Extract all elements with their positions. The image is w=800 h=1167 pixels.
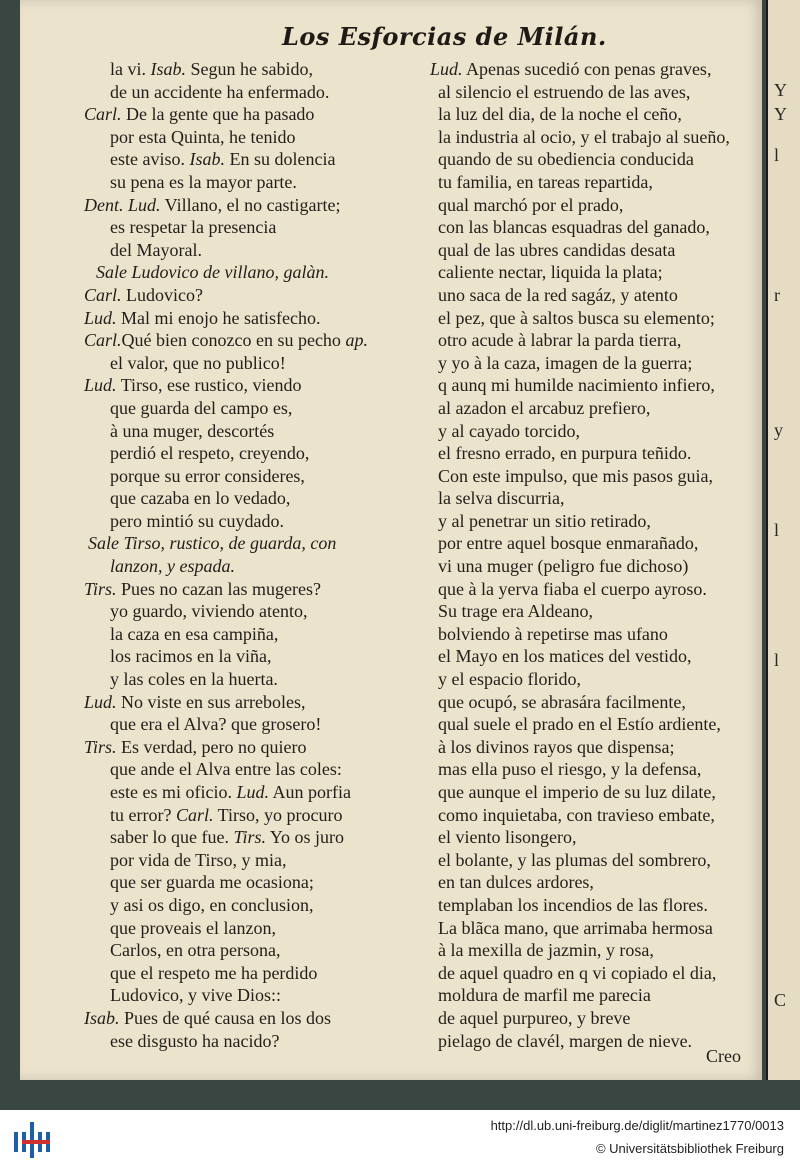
verse-text: por esta Quinta, he tenido [110,126,296,147]
verse-text: al azadon el arcabuz prefiero, [438,397,651,418]
verse-text: Pues de qué causa en los dos [119,1007,331,1028]
verse-text: pielago de clavél, margen de nieve. [438,1030,693,1051]
verse-text: qual de las ubres candidas desata [438,239,676,260]
verse-text: uno saca de la red sagáz, y atento [438,284,678,305]
text-line [416,58,776,81]
verse-text: la industria al ocio, y el trabajo al sueño, [438,126,730,147]
text-line [62,781,414,804]
text-line [416,374,776,397]
verse-text: tu error? [110,804,176,825]
text-line [416,849,776,872]
verse-text: La blãca mano, que arrimaba hermosa [438,917,713,938]
italic-text: Carl. [84,284,122,305]
text-line [62,284,414,307]
text-line [62,578,414,601]
verse-text: Con este impulso, que mis pasos guia, [438,465,713,486]
italic-text: Tirs. [84,736,117,757]
text-line [62,487,414,510]
text-line [62,103,414,126]
verse-text: Pues no cazan las mugeres? [116,578,321,599]
verse-text: como inquietaba, con travieso embate, [438,804,715,825]
text-line [416,758,776,781]
italic-text: Sale Tirso, rustico, de guarda, con [88,533,337,554]
text-line [416,171,776,194]
verse-text: q aunq mi humilde nacimiento infiero, [438,375,715,396]
text-line [62,58,414,81]
italic-text: lanzon, y espada. [110,556,235,577]
verse-text: otro acude à labrar la parda tierra, [438,330,682,351]
italic-text: Lud. [236,782,269,802]
text-line [416,668,776,691]
text-line [62,1007,414,1030]
text-line [416,826,776,849]
text-line [62,555,414,578]
verse-text: Carlos, en otra persona, [110,940,281,961]
verse-text: Tirso, ese rustico, viendo [116,375,302,396]
copyright-text: © Universitätsbibliothek Freiburg [595,1141,784,1156]
text-line [62,307,414,330]
text-line [416,307,776,330]
verse-text: qual marchó por el prado, [438,194,624,215]
verse-text: No viste en sus arreboles, [116,691,306,712]
verse-text: Ludovico? [121,284,203,305]
text-line [416,600,776,623]
text-line [62,171,414,194]
text-line [416,81,776,104]
text-line [62,713,414,736]
text-line [62,691,414,714]
catchword: Creo [706,1046,741,1066]
text-line [62,894,414,917]
verse-text: que ser guarda me ocasiona; [110,872,314,893]
verse-text: vi una muger (peligro fue dichoso) [438,556,689,577]
verse-text: el viento lisongero, [438,827,577,848]
verse-text: Es verdad, pero no quiero [116,736,307,757]
verse-text: y asi os digo, en conclusion, [110,894,314,915]
text-line [62,668,414,691]
text-line [62,81,414,104]
text-line [62,758,414,781]
verse-text: los racimos en la viña, [110,646,272,667]
right-text-column [416,58,776,1052]
text-line [416,216,776,239]
document-url-link[interactable]: http://dl.ub.uni-freiburg.de/diglit/martinez1770/0013 [490,1118,784,1133]
verse-text: à una muger, descortés [110,420,275,441]
text-line [416,352,776,375]
verse-text: Tirso, yo procuro [213,804,343,825]
verse-text: porque su error consideres, [110,465,305,486]
verse-text: el valor, que no publico! [110,352,286,373]
verse-text: la luz del dia, de la noche el ceño, [438,104,682,125]
left-text-column [62,58,414,1052]
text-line [416,465,776,488]
text-line [62,984,414,1007]
text-line [62,917,414,940]
text-line [62,600,414,623]
text-line [416,917,776,940]
text-line [62,329,414,352]
verse-text: al silencio el estruendo de las aves, [438,81,691,102]
viewer-footer [0,1110,800,1167]
verse-text: yo guardo, viviendo atento, [110,601,308,622]
text-line [62,374,414,397]
text-line [62,645,414,668]
verse-text: de aquel quadro en q vi copiado el dia, [438,962,717,983]
text-line [416,871,776,894]
text-line [416,804,776,827]
text-line [416,781,776,804]
verse-text: que era el Alva? que grosero! [110,714,322,735]
verse-text: este es mi oficio. [110,782,237,802]
verse-text: que ande el Alva entre las coles: [110,759,342,780]
text-line [62,871,414,894]
text-line [62,849,414,872]
italic-text: Lud. [84,375,117,396]
verse-text: ese disgusto ha nacido? [110,1030,280,1051]
verse-text: el bolante, y las plumas del sombrero, [438,849,711,870]
text-line [62,420,414,443]
text-line [62,442,414,465]
text-line [416,578,776,601]
verse-text: que à la yerva fiaba el cuerpo ayroso. [438,578,707,599]
text-line [62,532,414,555]
text-line [416,194,776,217]
verse-text: à la mexilla de jazmin, y rosa, [438,940,654,961]
verse-text: el pez, que à saltos busca su elemento; [438,307,715,328]
italic-text: Carl. [84,330,122,351]
text-line [62,804,414,827]
text-line [62,216,414,239]
italic-text: Lud. [84,307,117,328]
adjacent-page-edge: Y Y l r y l l C [766,0,800,1080]
book-page [20,0,762,1080]
verse-text: en tan dulces ardores, [438,872,594,893]
text-line [416,1007,776,1030]
text-line [416,736,776,759]
verse-text: Segun he sabido, [186,59,313,79]
verse-text: que el respeto me ha perdido [110,962,318,983]
text-line [62,939,414,962]
verse-text: saber lo que fue. [110,827,234,848]
verse-text: es respetar la presencia [110,217,277,238]
text-line [416,148,776,171]
text-line [416,984,776,1007]
verse-text: del Mayoral. [110,239,202,260]
verse-text: que guarda del campo es, [110,397,293,418]
italic-text: ap. [345,330,368,351]
verse-text: y yo à la caza, imagen de la guerra; [438,352,693,373]
italic-text: Tirs. [84,578,117,599]
text-line [62,1030,414,1053]
text-line [416,487,776,510]
text-line [416,442,776,465]
text-line [416,623,776,646]
text-line [62,352,414,375]
text-line [416,420,776,443]
text-line [62,736,414,759]
text-line [416,103,776,126]
verse-text: y el espacio florido, [438,669,581,690]
verse-text: este aviso. [110,149,190,170]
verse-text: En su dolencia [224,149,336,170]
italic-text: Lud. [84,691,117,712]
text-line [416,713,776,736]
text-line [416,532,776,555]
verse-text: que proveais el lanzon, [110,917,276,938]
text-line [416,939,776,962]
italic-text: Dent. Lud. [84,194,161,215]
italic-text: Tirs. [233,827,266,848]
text-line [416,510,776,533]
verse-text: Mal mi enojo he satisfecho. [116,307,321,328]
verse-text: la vi. [110,59,151,79]
verse-text: que ocupó, se abrasára facilmente, [438,691,686,712]
verse-text: Villano, el no castigarte; [160,194,341,215]
verse-text: pero mintió su cuydado. [110,510,284,531]
text-line [416,645,776,668]
text-line [62,510,414,533]
italic-text: Sale Ludovico de villano, galàn. [96,262,329,283]
verse-text: Ludovico, y vive Dios:: [110,985,281,1006]
verse-text: Su trage era Aldeano, [438,601,593,622]
verse-text: Qué bien conozco en su pecho [121,330,346,351]
verse-text: que aunque el imperio de su luz dilate, [438,782,716,802]
verse-text: y las coles en la huerta. [110,669,278,690]
text-line [62,962,414,985]
verse-text: por entre aquel bosque enmarañado, [438,533,699,554]
text-line [62,465,414,488]
verse-text: Yo os juro [265,827,345,848]
text-line [416,261,776,284]
text-line [416,397,776,420]
verse-text: el fresno errado, en purpura teñido. [438,443,692,464]
verse-text: que cazaba en lo vedado, [110,488,291,509]
text-line [416,126,776,149]
verse-text: Apenas sucedió con penas graves, [462,59,712,79]
italic-text: Carl. [84,104,122,125]
verse-text: qual suele el prado en el Estío ardiente, [438,714,721,735]
italic-text: Isab. [84,1007,120,1028]
verse-text: por vida de Tirso, y mia, [110,849,287,870]
text-line [62,826,414,849]
verse-text: Aun porfia [268,782,351,802]
text-line [62,623,414,646]
verse-text: tu familia, en tareas repartida, [438,171,653,192]
verse-text: caliente nectar, liquida la plata; [438,262,663,283]
text-line [62,261,414,284]
italic-text: Isab. [150,59,186,79]
verse-text: bolviendo à repetirse mas ufano [438,623,668,644]
verse-text: y al penetrar un sitio retirado, [438,510,651,531]
verse-text: de un accidente ha enfermado. [110,81,330,102]
verse-text: la caza en esa campiña, [110,623,279,644]
verse-text: moldura de marfil me parecia [438,985,651,1006]
text-line [62,239,414,262]
text-line [62,148,414,171]
verse-text: con las blancas esquadras del ganado, [438,217,710,238]
text-line [416,894,776,917]
text-line [416,239,776,262]
verse-text: su pena es la mayor parte. [110,171,297,192]
text-line [62,194,414,217]
verse-text: el Mayo en los matices del vestido, [438,646,692,667]
italic-text: Carl. [175,804,214,825]
text-line [416,962,776,985]
italic-text: Lud. [430,59,463,79]
verse-text: à los divinos rayos que dispensa; [438,736,675,757]
text-line [62,397,414,420]
verse-text: templaban los incendios de las flores. [438,894,708,915]
library-logo-icon [12,1120,52,1160]
text-line [416,691,776,714]
text-line [416,329,776,352]
page-title: Los Esforcias de Milán. [282,22,607,51]
verse-text: mas ella puso el riesgo, y la defensa, [438,759,702,780]
verse-text: quando de su obediencia conducida [438,149,694,170]
text-line [62,126,414,149]
verse-text: la selva discurria, [438,488,565,509]
verse-text: perdió el respeto, creyendo, [110,443,310,464]
text-line [416,555,776,578]
verse-text: de aquel purpureo, y breve [438,1007,631,1028]
verse-text: y al cayado torcido, [438,420,580,441]
verse-text: De la gente que ha pasado [121,104,315,125]
italic-text: Isab. [189,149,225,170]
text-line [416,284,776,307]
